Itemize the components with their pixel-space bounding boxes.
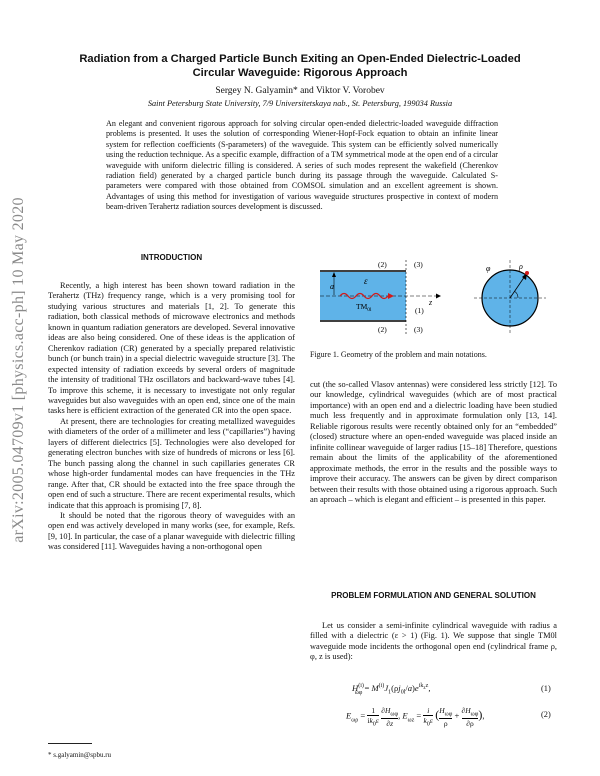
arxiv-stamp-text: arXiv:2005.04709v1 [physics.acc-ph] 10 May 2020 [10,197,27,543]
paper-title: Radiation from a Charged Particle Bunch Exiting an Open-Ended Dielectric-Loaded Circular Waveguide: Rigorous Approach [79,53,521,79]
radius-label: a [330,282,334,291]
equation-1: $H^{(i)}_{\omega\varphi} = M^{(i)}J_1(\rho j_{0l}/a)e^{ik_zz}$, [352,683,431,696]
phi-label: φ [486,264,491,273]
region-2-top-label: (2) [378,260,387,269]
figure-1-caption: Figure 1. Geometry of the problem and main notations. [310,350,487,359]
intro-paragraph: It should be noted that the rigorous theory of waveguides with an open end was actively developed in many works (see, for example, Refs. [9, 10]. In particular, the case of a planar waveguide with dielectric filling was considered [11]. Waveguides having a non-orthogonal open [48,510,295,552]
figure-1 [318,258,558,336]
problem-formulation-heading: PROBLEM FORMULATION AND GENERAL SOLUTION [331,591,536,600]
mode-label-main: TM [356,302,368,311]
problem-formulation-body [310,621,557,663]
equation-1-number: (1) [541,684,551,693]
epsilon-label: ε [364,276,368,286]
equation-2: $E_{\omega\rho}$ = $\frac{1}{ik_0\varepsilon}$ $\partial H_{\omega\varphi}$ ∂z , $E_{\omega z}$ = $\frac{i}{k_0\varepsilon}$ ( $H_{\omega\varphi}$ ρ + $\partial H_{\omega\varphi}$ ∂ρ ), [346,706,485,728]
z-axis-label: z [429,298,433,307]
intro-continued [310,380,557,505]
arxiv-identifier-stamp [6,90,32,650]
region-3-top-label: (3) [414,260,423,269]
intro-paragraph: Recently, a high interest has been shown toward radiation in the Terahertz (THz) frequency range, which is a very promising tool for studying various structures and materials [1, 2]. To generate this radiation, both classical methods of microwave electronics and methods known in quantum radiation generators are developed. Several innovative ideas are also being considered. One of these ideas is the application of Cherenkov radiation (CR) generated by a specially prepared relativistic bunch (or bunch train) in a special dielectric waveguide structure [3]. The expected intensity of radiation exceeds by several orders of magnitude the intensity of traditional THz oscillators and backward-wave tubes [4]. To improve this scheme, it is necessary to investigate not only regular waveguides but also waveguides with an open end, since one of the main tasks here is efficient extraction of the generated CR into the open space. [48,281,295,416]
intro-body [48,281,295,553]
intro-paragraph: At present, there are technologies for creating metallized waveguides with diameters of the order of a millimeter and less (“capillaries”) having layers of different dielectrics [5]. Technologies were also developed for generating electron bunches with size of hundreds of microns or less [6]. The bunch passing along the channel in such capillaries generates CR whose high-order fundamental modes can have frequencies in the THz range. After that, CR should be extacted into the free space through the open end of such a structure. There are recent experimental results, which indicate that this approach is promising [7, 8]. [48,416,295,510]
region-3-bottom-label: (3) [414,325,423,334]
problem-paragraph: Let us consider a semi-infinite cylindrical waveguide with radius a filled with a dielectric (ε > 1) (Fig. 1). We suppose that single TM0l waveguide mode incidents the orthogonal open end (cylindrical frame ρ, φ, z is used): [310,621,557,662]
geometry-diagram [318,258,558,338]
equation-2-number: (2) [541,710,551,719]
observation-point [525,271,529,275]
affiliation: Saint Petersburg State University, 7/9 Universitetskaya nab., St. Petersburg, 199034 Russia [147,99,453,108]
intro-heading: INTRODUCTION [140,253,203,262]
abstract: An elegant and convenient rigorous approach for solving circular open-ended dielectric-loaded waveguide diffraction problems is presented. It uses the solution of corresponding Wiener-Hopf-Fock equation to obtain an infinite linear system for reflection coefficients (S-parameters) of the waveguide. This system can be efficiently solved numerically using the reduction technique. As a specific example, diffraction of a TM symmetrical mode at the open end of a circular waveguide with uniform dielectric filling is considered. A series of such modes represent the wakefield (Cherenkov radiation field) generated by a charged particle bunch during its passage through the waveguide. Calculated S-parameters were compared with those obtained from COMSOL simulation and an excellent agreement is shown. Advantages of using this method for investigation of various waveguide structures prospective in context of modern beam-driven Terahertz radiation sources development is discussed. [106,119,498,212]
footnote-rule [48,743,92,744]
footnote-email: * s.galyamin@spbu.ru [48,751,112,759]
authors: Sergey N. Galyamin* and Viktor V. Vorobev [215,86,385,96]
intro-paragraph-continued: cut (the so-called Vlasov antennas) were considered less strictly [12]. To our knowledge, cylindrical waveguides (which are of most practical importance) with an open end and a dielectric loading have been studied much less frequently and in approximate formulation only [13, 14]. Reliable rigorous results were recently obtained only for an “embedded” (closed) structure where an open-ended waveguide was placed inside an infinite collinear waveguide of larger radius [15–18] Therefore, questions remain about the limits of the applicability of the aforementioned approximate methods, the error in the results and the possible ways to improve their accuracy. The answers can be given by direct comparison between their results with those obtained using a rigorous approach. Such an aproach – which is elegant and efficient – is presented in this paper. [310,380,557,504]
region-1-label: (1) [415,306,424,315]
rho-label: ρ [519,262,523,271]
z-axis-arrow [436,294,441,299]
mode-label-sub: 0l [367,307,372,313]
region-2-bottom-label: (2) [378,325,387,334]
